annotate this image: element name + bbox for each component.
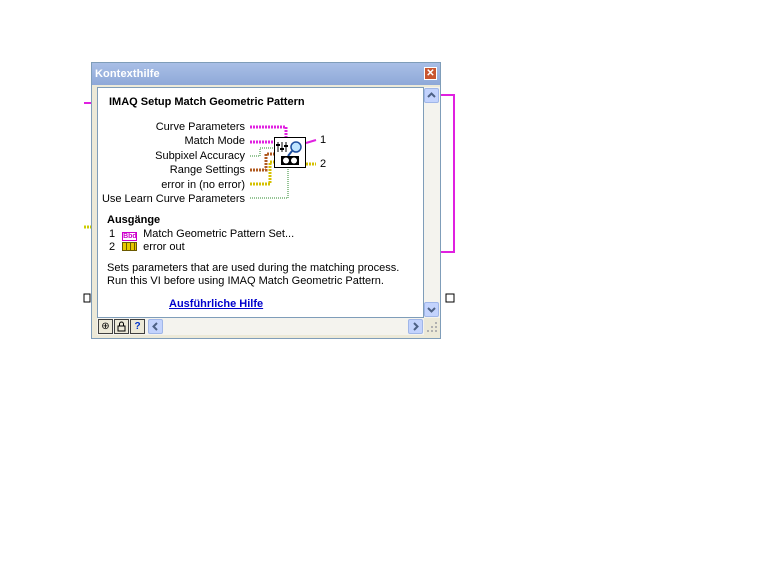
- close-button[interactable]: ✕: [424, 67, 437, 80]
- refnum-icon: Bbd: [123, 233, 137, 240]
- vi-title: IMAQ Setup Match Geometric Pattern: [109, 96, 305, 108]
- lock-button[interactable]: [114, 319, 129, 334]
- chevron-left-icon: [149, 320, 162, 333]
- scroll-down-button[interactable]: [424, 302, 439, 317]
- input-label-subpixel-accuracy: Subpixel Accuracy: [155, 149, 245, 162]
- output-label: error out: [143, 241, 185, 253]
- show-optional-terminals-button[interactable]: [98, 319, 113, 334]
- error-cluster-icon: [122, 242, 137, 251]
- input-label-match-mode: Match Mode: [184, 135, 245, 148]
- output-terminal-2: 2: [320, 158, 327, 170]
- bottom-bar: [97, 318, 424, 335]
- detailed-help-link[interactable]: Ausführliche Hilfe: [169, 298, 264, 310]
- vi-icon: [274, 137, 306, 168]
- output-number: 2: [109, 241, 116, 253]
- resize-grip-icon[interactable]: [425, 320, 439, 334]
- chevron-down-icon: [425, 303, 438, 316]
- title-bar[interactable]: [92, 63, 440, 85]
- input-label-use-learn-curve-parameters: Use Learn Curve Parameters: [101, 192, 245, 205]
- input-label-curve-parameters: Curve Parameters: [155, 121, 245, 133]
- description-line-2: Run this VI before using IMAQ Match Geometric Pattern.: [107, 275, 384, 287]
- chevron-right-icon: [409, 320, 422, 333]
- window-title: Kontexthilfe: [95, 68, 160, 80]
- scroll-right-button[interactable]: [408, 319, 423, 334]
- description: [107, 262, 407, 288]
- output-terminal-1: 1: [320, 134, 327, 146]
- outputs-heading: Ausgänge: [107, 214, 161, 226]
- description-line-1: Sets parameters that are used during the matching process.: [107, 262, 400, 274]
- help-content-pane: [97, 87, 424, 318]
- question-icon: ?: [134, 321, 141, 332]
- input-label-range-settings: Range Settings: [169, 164, 245, 177]
- output-row: [109, 228, 294, 240]
- output-label: Match Geometric Pattern Set...: [143, 228, 295, 240]
- scroll-up-button[interactable]: [424, 88, 439, 103]
- output-number: 1: [109, 228, 116, 240]
- input-label-error-in: error in (no error): [161, 178, 245, 191]
- help-button[interactable]: [130, 319, 145, 334]
- vertical-scrollbar[interactable]: [424, 87, 440, 318]
- output-row: [109, 241, 185, 253]
- lock-icon: [115, 320, 128, 333]
- terminals-icon: ⊕: [101, 321, 110, 332]
- context-help-window[interactable]: [91, 62, 441, 339]
- chevron-up-icon: [425, 89, 438, 102]
- vi-glyph-icon: [275, 138, 305, 167]
- scroll-left-button[interactable]: [148, 319, 163, 334]
